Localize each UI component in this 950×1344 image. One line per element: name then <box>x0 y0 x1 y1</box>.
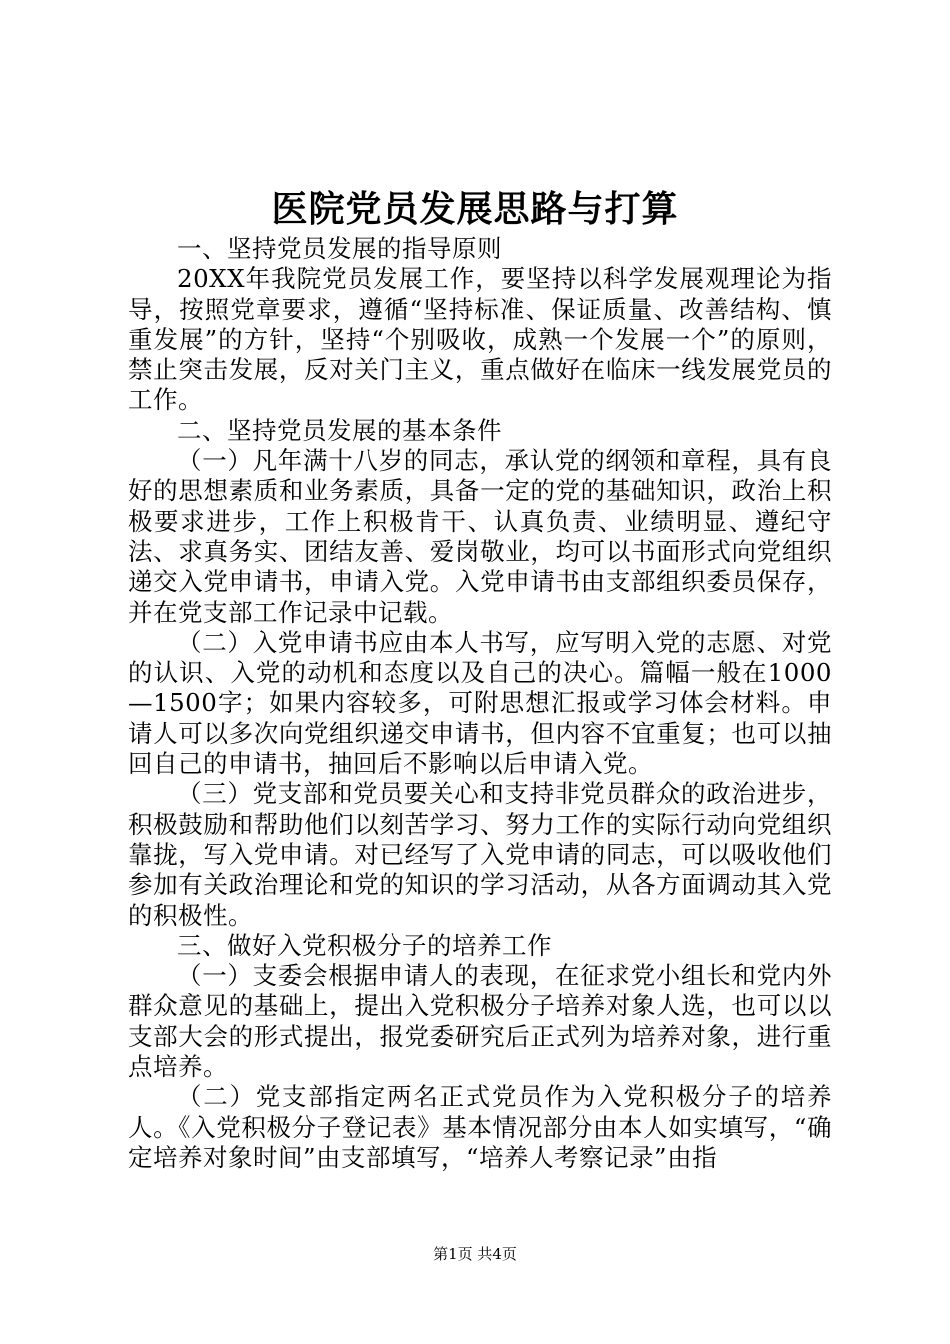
paragraph: （一）凡年满十八岁的同志，承认党的纲领和章程，具有良好的思想素质和业务素质，具备一定的党的基础知识，政治上积极要求进步，工作上积极肯干、认真负责、业绩明显、遵纪守法、求真务实、团结友善、爱岗敬业，均可以书面形式向党组织递交入党申请书，申请入党。入党申请书由支部组织委员保存，并在党支部工作记录中记载。 <box>128 446 832 627</box>
paragraph: （二）入党申请书应由本人书写，应写明入党的志愿、对党的认识、入党的动机和态度以及自己的决心。篇幅一般在1000—1500字；如果内容较多，可附思想汇报或学习体会材料。申请人可以多次向党组织递交申请书，但内容不宜重复；也可以抽回自己的申请书，抽回后不影响以后申请入党。 <box>128 627 832 779</box>
section-heading-1: 一、坚持党员发展的指导原则 <box>177 234 502 263</box>
section-heading-2: 二、坚持党员发展的基本条件 <box>177 415 502 445</box>
paragraph: （二）党支部指定两名正式党员作为入党积极分子的培养人。《入党积极分子登记表》基本情况部分由本人如实填写，“确定培养对象时间”由支部填写，“培养人考察记录”由指 <box>128 1082 832 1172</box>
paragraph: 20XX年我院党员发展工作，要坚持以科学发展观理论为指导，按照党章要求，遵循“坚持标准、保证质量、改善结构、慎重发展”的方针，坚持“个别吸收，成熟一个发展一个”的原则，禁止突击发展，反对关门主义，重点做好在临床一线发展党员的工作。 <box>128 264 832 415</box>
page-footer: 第1页 共4页 <box>433 1245 517 1263</box>
document-title: 医院党员发展思路与打算 <box>271 188 679 230</box>
paragraph: （三）党支部和党员要关心和支持非党员群众的政治进步，积极鼓励和帮助他们以刻苦学习、努力工作的实际行动向党组织靠拢，写入党申请。对已经写了入党申请的同志，可以吸收他们参加有关政治理论和党的知识的学习活动，从各方面调动其入党的积极性。 <box>128 779 832 930</box>
paragraph: （一）支委会根据申请人的表现，在征求党小组长和党内外群众意见的基础上，提出入党积极分子培养对象人选，也可以以支部大会的形式提出，报党委研究后正式列为培养对象，进行重点培养。 <box>128 961 832 1082</box>
section-heading-3: 三、做好入党积极分子的培养工作 <box>177 930 552 960</box>
document-body <box>128 234 832 1173</box>
